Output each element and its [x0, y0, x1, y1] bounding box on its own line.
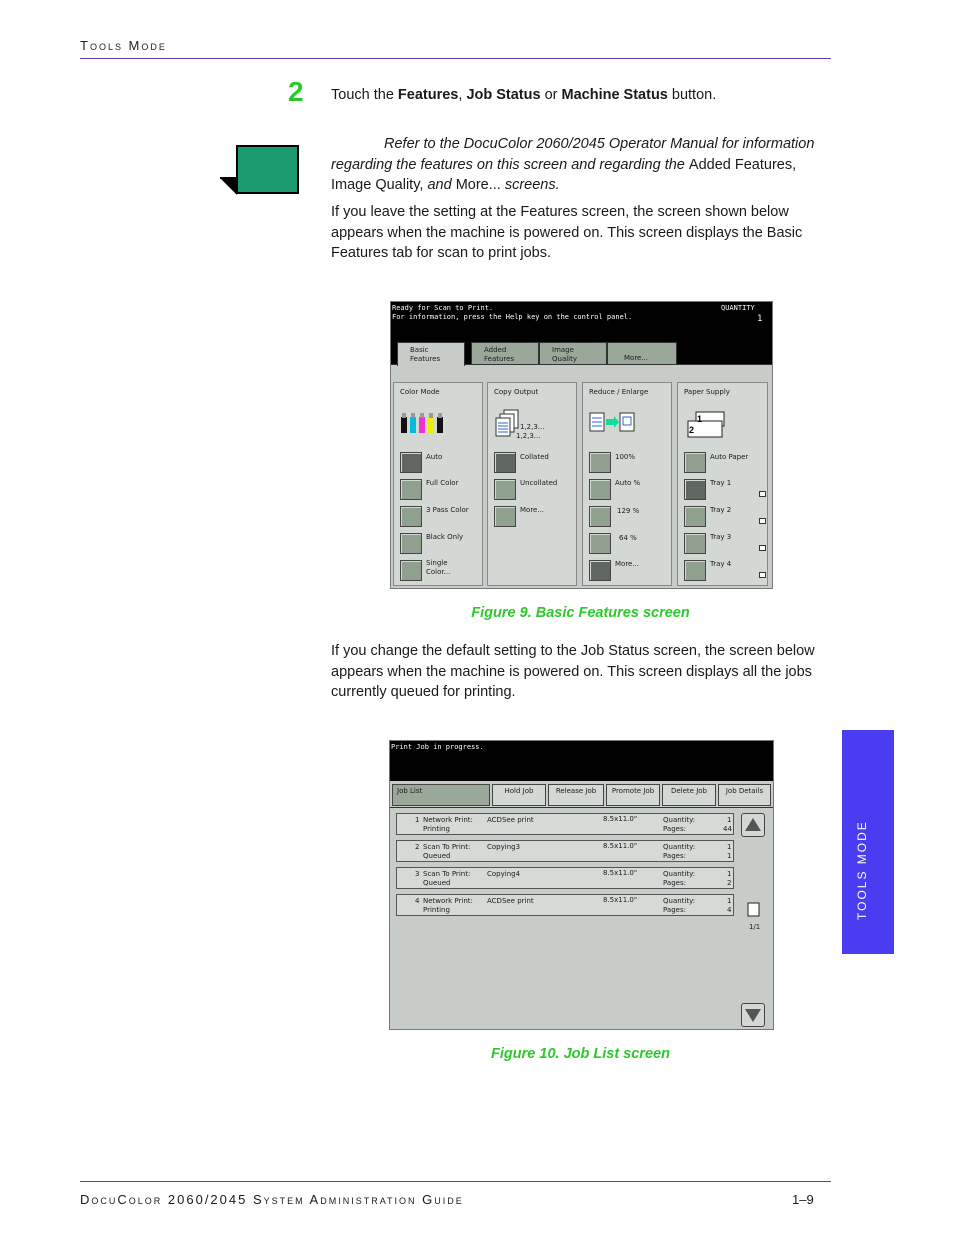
figure-9-caption: Figure 9. Basic Features screen: [471, 605, 690, 621]
job-name: ACDSee print: [487, 816, 534, 824]
quantity-label: Quantity:: [663, 843, 696, 851]
status-line-1: Ready for Scan to Print.: [392, 304, 494, 312]
step-text-pre: Touch the: [331, 87, 398, 103]
tab-label: Added Features: [484, 346, 515, 363]
promote-job-button[interactable]: Promote Job: [606, 784, 660, 806]
quantity-value: 1: [727, 897, 732, 905]
page-icon: [747, 902, 761, 918]
tab-label: Image Quality: [552, 346, 578, 363]
tab-image-quality[interactable]: [539, 342, 607, 364]
reduce-129-button[interactable]: [589, 506, 611, 527]
page-indicator: 1/1: [749, 923, 761, 931]
job-row[interactable]: [396, 867, 734, 889]
collate-icon-label: 1,2,3...: [516, 432, 541, 440]
quantity-label: QUANTITY: [721, 304, 755, 312]
scroll-down-button[interactable]: [741, 1003, 765, 1027]
step-instruction: [331, 87, 716, 103]
panel-title: Paper Supply: [684, 388, 730, 396]
job-row[interactable]: [396, 894, 734, 916]
paper-trays-icon: [684, 410, 734, 440]
panel-title: Color Mode: [400, 388, 440, 396]
job-state: Queued: [423, 879, 451, 887]
paragraph-features: If you leave the setting at the Features screen, the screen shown below appears when the machine is powered on. This screen displays the Basic Features tab for scan to print jobs.: [331, 204, 803, 261]
pages-label: Pages:: [663, 852, 686, 860]
quantity-value: 1: [727, 870, 732, 878]
pages-value: 44: [723, 825, 732, 833]
tray-3-button[interactable]: [684, 533, 706, 554]
button-label: Single Color...: [426, 559, 451, 576]
quantity-label: Quantity:: [663, 816, 696, 824]
button-label: 100%: [615, 453, 636, 461]
arrow-up-icon: [742, 814, 764, 836]
paper-size: 8.5x11.0": [603, 896, 638, 904]
auto-color-button[interactable]: [400, 452, 422, 473]
uncollated-button[interactable]: [494, 479, 516, 500]
note-plain-1: Added Features, Image Quality,: [331, 156, 797, 193]
step-sep: ,: [458, 87, 467, 103]
delete-job-button[interactable]: Delete Job: [662, 784, 716, 806]
note-text: [331, 134, 831, 196]
toner-cartridges-icon: [400, 413, 448, 435]
note-italic-2: and: [427, 177, 456, 193]
arrow-down-icon: [742, 1004, 764, 1026]
job-state: Printing: [423, 906, 450, 914]
color-mode-panel: [393, 382, 483, 586]
quantity-value: 1: [757, 314, 763, 324]
header-rule: [80, 58, 831, 59]
tab-label: Basic Features: [410, 346, 441, 363]
panel-title: Reduce / Enlarge: [589, 388, 649, 396]
reduce-enlarge-icon: [589, 411, 635, 433]
button-label: Auto: [426, 453, 443, 461]
button-label: 3 Pass Color: [426, 506, 469, 514]
copy-output-panel: [487, 382, 577, 586]
paper-size-icon: [759, 518, 766, 524]
side-tab-label: TOOLS MODE: [855, 820, 869, 920]
panel-title: Copy Output: [494, 388, 539, 396]
pages-value: 1: [727, 852, 732, 860]
footer-rule: [80, 1181, 831, 1182]
paper-size-icon: [759, 572, 766, 578]
reduce-100-button[interactable]: [589, 452, 611, 473]
reduce-enlarge-panel: [582, 382, 672, 586]
job-list-screen: [389, 740, 774, 1030]
running-header: Tools Mode: [80, 38, 167, 53]
quantity-label: Quantity:: [663, 870, 696, 878]
toolbar-divider: [390, 807, 773, 808]
note-plain-2: More...: [455, 177, 505, 193]
button-label: Auto %: [615, 479, 641, 487]
job-row[interactable]: [396, 840, 734, 862]
page-number: 1–9: [792, 1192, 814, 1207]
tray-4-button[interactable]: [684, 560, 706, 581]
job-row[interactable]: [396, 813, 734, 835]
pages-label: Pages:: [663, 906, 686, 914]
job-source: Scan To Print:: [423, 870, 471, 878]
release-job-button[interactable]: Release Job: [548, 784, 604, 806]
paragraph-job-status: If you change the default setting to the Job Status screen, the screen below appears when the machine is powered on. This screen displays all the jobs currently queued for printing.: [331, 643, 815, 700]
auto-paper-button[interactable]: [684, 452, 706, 473]
full-color-button[interactable]: [400, 479, 422, 500]
paper-size: 8.5x11.0": [603, 815, 638, 823]
paper-size: 8.5x11.0": [603, 842, 638, 850]
job-source: Scan To Print:: [423, 843, 471, 851]
note-icon: [220, 145, 300, 195]
tab-more[interactable]: [607, 342, 677, 364]
collate-icon-label: 1,2,3...: [520, 423, 545, 431]
single-color-button[interactable]: [400, 560, 422, 581]
tray-1-button[interactable]: [684, 479, 706, 500]
scroll-up-button[interactable]: [741, 813, 765, 837]
step-number: 2: [288, 76, 304, 107]
quantity-value: 1: [727, 816, 732, 824]
job-name: Copying4: [487, 870, 521, 878]
job-details-button[interactable]: Job Details: [718, 784, 771, 806]
paper-size-icon: [759, 545, 766, 551]
button-label: Auto Paper: [710, 453, 749, 461]
black-only-button[interactable]: [400, 533, 422, 554]
job-status-message: Print Job in progress.: [391, 743, 484, 751]
job-status-term: Job Status: [466, 87, 541, 103]
note-italic-3: screens.: [504, 177, 560, 193]
job-source: Network Print:: [423, 816, 473, 824]
auto-percent-button[interactable]: [589, 479, 611, 500]
button-label: Full Color: [426, 479, 459, 487]
machine-status-term: Machine Status: [561, 87, 668, 103]
paper-size: 8.5x11.0": [603, 869, 638, 877]
paper-size-icon: [759, 491, 766, 497]
job-name: ACDSee print: [487, 897, 534, 905]
note-italic-1: Refer to the DocuColor 2060/2045 Operator Manual for information regarding the features on this screen and regarding the: [331, 136, 815, 173]
status-line-2: For information, press the Help key on the control panel.: [392, 313, 633, 321]
pages-value: 2: [727, 879, 732, 887]
svg-text:1: 1: [697, 414, 703, 424]
job-name: Copying3: [487, 843, 521, 851]
button-label: Uncollated: [520, 479, 558, 487]
button-label: 64 %: [619, 534, 637, 542]
tray-2-button[interactable]: [684, 506, 706, 527]
button-label: More...: [520, 506, 545, 514]
figure-10-caption: Figure 10. Job List screen: [491, 1046, 670, 1062]
job-number: 1: [415, 816, 420, 824]
job-state: Queued: [423, 852, 451, 860]
pages-label: Pages:: [663, 825, 686, 833]
button-label: Collated: [520, 453, 549, 461]
reduce-64-button[interactable]: [589, 533, 611, 554]
paper-supply-panel: [677, 382, 768, 586]
button-label: Tray 2: [710, 506, 732, 514]
button-label: Black Only: [426, 533, 464, 541]
job-number: 4: [415, 897, 420, 905]
tab-added-features[interactable]: [471, 342, 539, 364]
copy-output-more-button[interactable]: [494, 506, 516, 527]
job-number: 2: [415, 843, 420, 851]
button-label: Tray 1: [710, 479, 732, 487]
step-text-post: button.: [667, 87, 717, 103]
button-label: 129 %: [617, 507, 640, 515]
job-number: 3: [415, 870, 420, 878]
features-term: Features: [397, 87, 459, 103]
tab-label: More...: [624, 354, 649, 362]
footer-title: DocuColor 2060/2045 System Administration Guide: [80, 1192, 464, 1207]
job-list-label: Job List: [392, 784, 490, 806]
button-label: Tray 3: [710, 533, 732, 541]
reduce-more-button[interactable]: [589, 560, 611, 581]
job-source: Network Print:: [423, 897, 473, 905]
status-bar: [390, 741, 773, 781]
step-sep: or: [540, 87, 562, 103]
svg-text:2: 2: [689, 425, 695, 435]
hold-job-button[interactable]: Hold Job: [492, 784, 546, 806]
quantity-label: Quantity:: [663, 897, 696, 905]
button-label: More...: [615, 560, 640, 568]
collated-button[interactable]: [494, 452, 516, 473]
tab-basic-features[interactable]: [397, 342, 465, 366]
quantity-value: 1: [727, 843, 732, 851]
button-label: Tray 4: [710, 560, 732, 568]
three-pass-color-button[interactable]: [400, 506, 422, 527]
pages-value: 4: [727, 906, 732, 914]
job-state: Printing: [423, 825, 450, 833]
pages-label: Pages:: [663, 879, 686, 887]
basic-features-screen: [390, 301, 773, 589]
section-side-tab: [842, 730, 894, 954]
